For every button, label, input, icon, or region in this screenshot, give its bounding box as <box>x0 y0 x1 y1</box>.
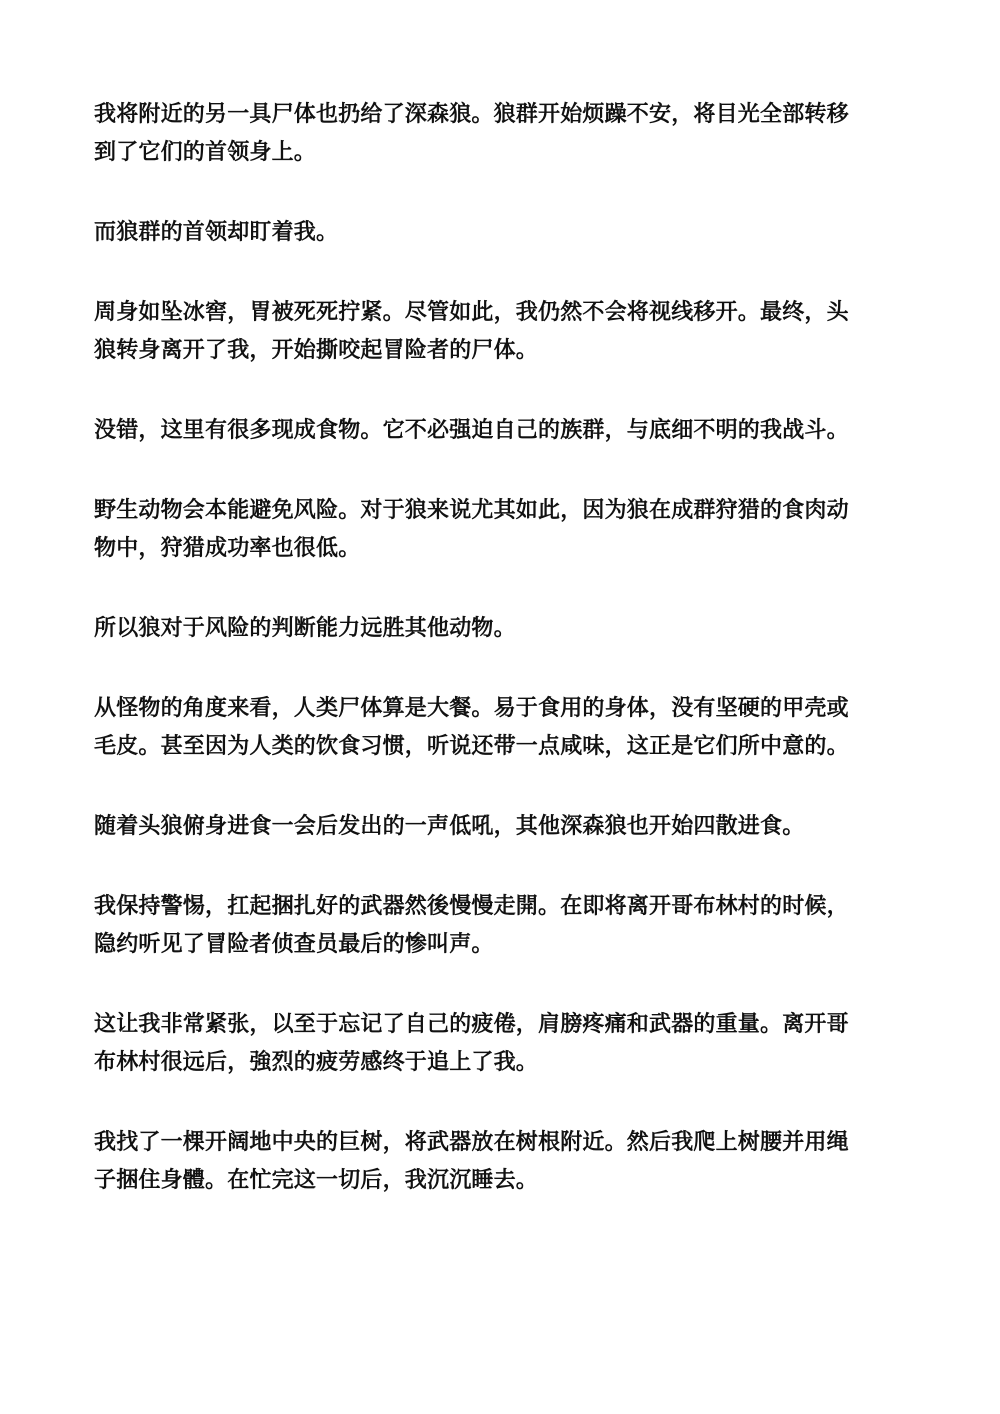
paragraph-line: 子捆住身體。在忙完这一切后，我沉沉睡去。 <box>94 1168 539 1193</box>
paragraph-line: 物中，狩猎成功率也很低。 <box>94 536 361 561</box>
paragraph-line: 毛皮。甚至因为人类的饮食习惯，听说还带一点咸味，这正是它们所中意的。 <box>94 734 849 759</box>
paragraph-7 <box>94 690 900 766</box>
paragraph-line: 随着头狼俯身进食一会后发出的一声低吼，其他深森狼也开始四散进食。 <box>94 814 805 839</box>
paragraph-line: 周身如坠冰窖，胃被死死拧紧。尽管如此，我仍然不会将视线移开。最终，头 <box>94 300 849 325</box>
paragraph-line: 我将附近的另一具尸体也扔给了深森狼。狼群开始烦躁不安，将目光全部转移 <box>94 102 849 127</box>
paragraph-4 <box>94 412 900 450</box>
paragraph-line: 这让我非常紧张，以至于忘记了自己的疲倦，肩膀疼痛和武器的重量。离开哥 <box>94 1012 849 1037</box>
paragraph-2 <box>94 214 900 252</box>
paragraph-6 <box>94 610 900 648</box>
paragraph-line: 而狼群的首领却盯着我。 <box>94 220 339 245</box>
text-body <box>94 96 900 1242</box>
paragraph-line: 野生动物会本能避免风险。对于狼来说尤其如此，因为狼在成群狩猎的食肉动 <box>94 498 849 523</box>
paragraph-line: 隐约听见了冒险者侦查员最后的惨叫声。 <box>94 932 494 957</box>
paragraph-9 <box>94 888 900 964</box>
paragraph-line: 到了它们的首领身上。 <box>94 140 317 165</box>
paragraph-8 <box>94 808 900 846</box>
paragraph-line: 所以狼对于风险的判断能力远胜其他动物。 <box>94 616 516 641</box>
paragraph-5 <box>94 492 900 568</box>
paragraph-line: 我找了一棵开阔地中央的巨树，将武器放在树根附近。然后我爬上树腰并用绳 <box>94 1130 849 1155</box>
paragraph-10 <box>94 1006 900 1082</box>
paragraph-line: 布林村很远后，強烈的疲劳感终于追上了我。 <box>94 1050 539 1075</box>
paragraph-11 <box>94 1124 900 1200</box>
paragraph-line: 从怪物的角度来看，人类尸体算是大餐。易于食用的身体，没有坚硬的甲壳或 <box>94 696 849 721</box>
paragraph-3 <box>94 294 900 370</box>
paragraph-line: 没错，这里有很多现成食物。它不必强迫自己的族群，与底细不明的我战斗。 <box>94 418 849 443</box>
paragraph-line: 我保持警惕，扛起捆扎好的武器然後慢慢走開。在即将离开哥布林村的时候， <box>94 894 849 919</box>
paragraph-1 <box>94 96 900 172</box>
paragraph-line: 狼转身离开了我，开始撕咬起冒险者的尸体。 <box>94 338 539 363</box>
